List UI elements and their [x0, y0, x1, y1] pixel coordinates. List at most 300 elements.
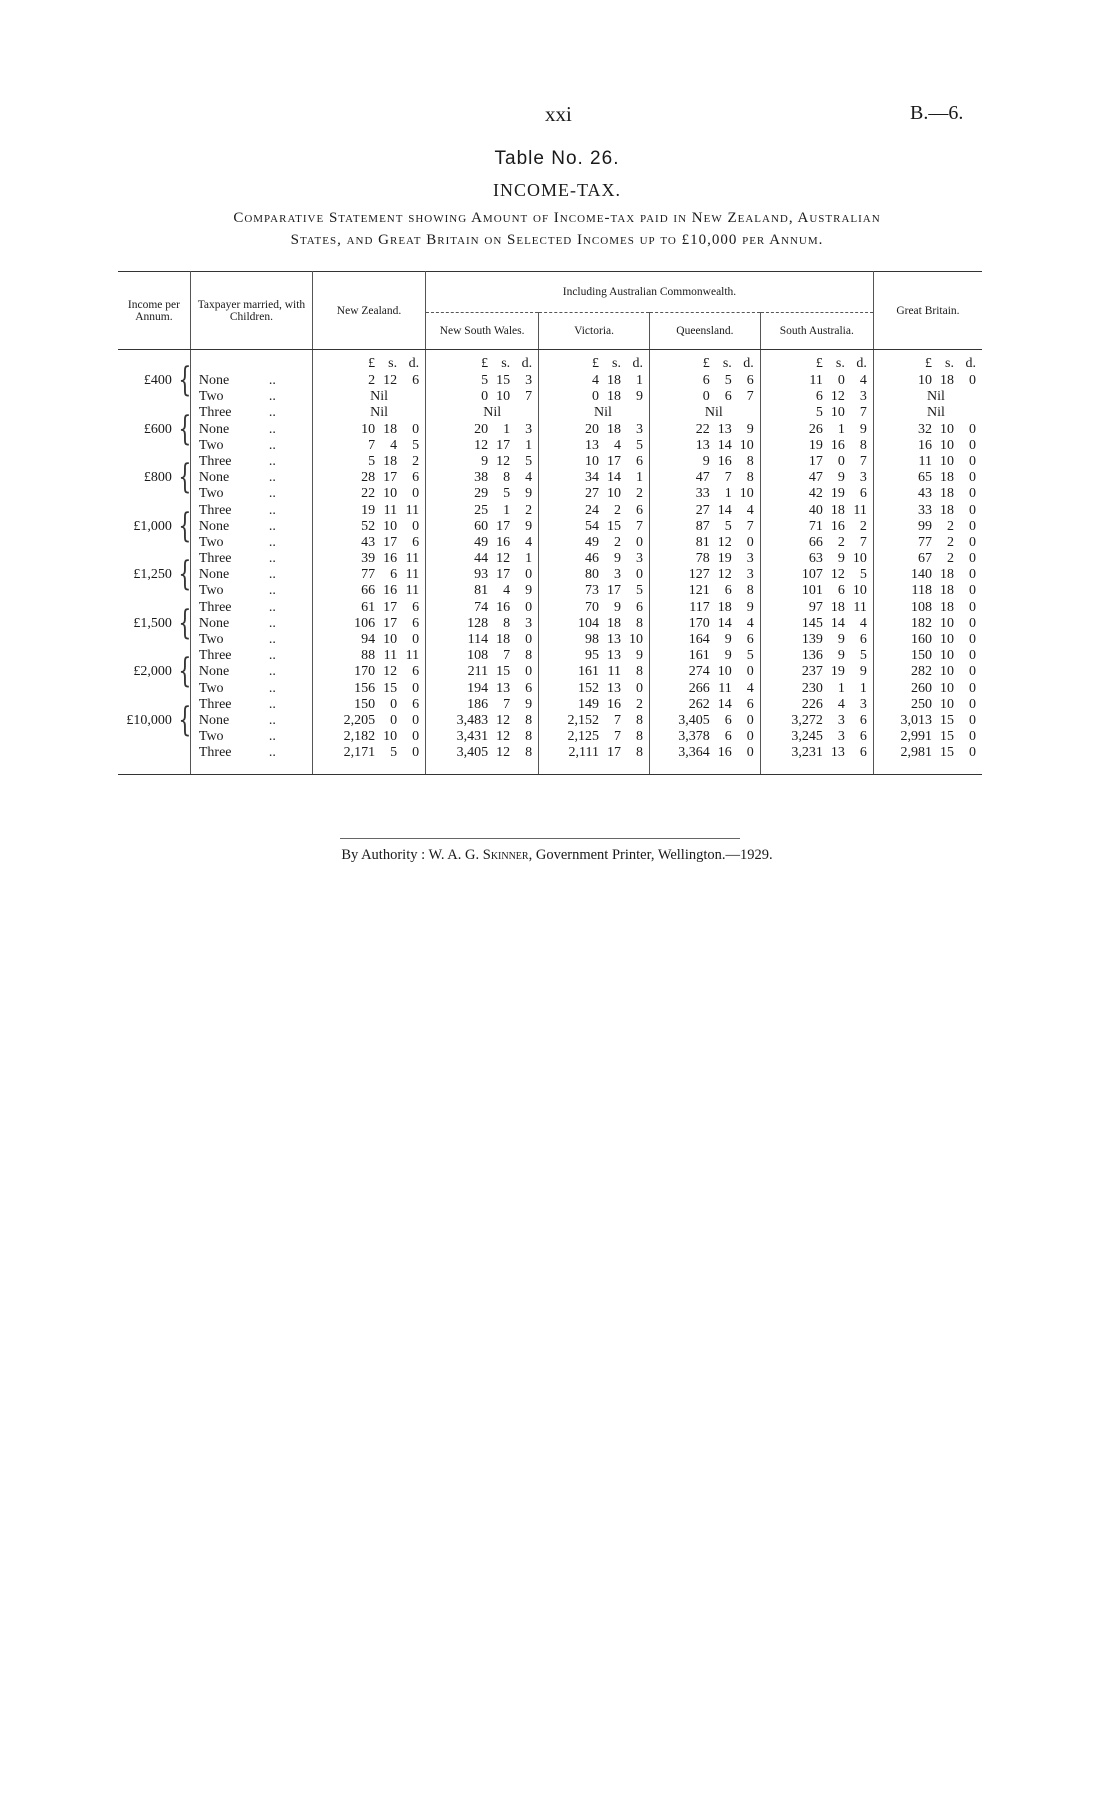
amount-shillings: 9 [613, 599, 621, 615]
amount-nsw [426, 470, 539, 486]
amount-pence: 5 [746, 648, 754, 664]
income-cell [118, 486, 190, 502]
amount-shillings: 10 [383, 632, 398, 647]
amount-nil: Nil [594, 405, 612, 421]
amount-vic [539, 713, 650, 729]
amount-shillings: 10 [940, 664, 954, 680]
income-cell [118, 651, 192, 692]
amount-vic [539, 405, 650, 421]
income-value: £1,000 [133, 518, 172, 534]
amount-nsw [426, 567, 539, 583]
amount-pence: 0 [969, 453, 976, 469]
amount-shillings: 14 [830, 615, 845, 631]
leader-dots: .. [268, 486, 276, 502]
amount-vic [539, 583, 650, 599]
income-cell [118, 360, 192, 400]
brace-icon: { [178, 651, 192, 692]
amount-vic [539, 616, 650, 632]
amount-pounds: 66 [808, 534, 823, 550]
amount-shillings: 17 [383, 615, 398, 631]
amount-sa [760, 535, 873, 551]
children-count: None [198, 470, 230, 486]
amount-pounds: 13 [695, 437, 710, 453]
amount-nz [313, 616, 426, 632]
amount-pounds: 170 [354, 664, 376, 680]
amount-vic [539, 503, 650, 519]
header-australian-group: Including Australian Commonwealth. [426, 272, 874, 313]
amount-vic [539, 454, 650, 470]
leader-dots: .. [268, 534, 276, 550]
footer-printer-name: Skinner [482, 847, 529, 863]
amount-pence: 7 [746, 389, 754, 405]
amount-pence: 6 [635, 453, 643, 469]
amount-pence: 3 [635, 551, 643, 567]
amount-vic [539, 632, 650, 648]
amount-gb [873, 422, 982, 438]
amount-pounds: 117 [689, 599, 710, 615]
amount-pence: 0 [969, 712, 976, 728]
amount-pounds: 27 [695, 502, 710, 518]
amount-shillings: 7 [503, 696, 511, 712]
amount-shillings: 4 [613, 437, 621, 453]
amount-pounds: 145 [801, 615, 823, 631]
children-count: Three [198, 405, 232, 421]
amount-vic [539, 551, 650, 567]
amount-shillings: 10 [940, 437, 954, 453]
amount-nsw [426, 422, 539, 438]
amount-shillings: 11 [718, 680, 732, 696]
page-number: xxi [545, 102, 572, 126]
amount-pence: 2 [412, 453, 420, 469]
amount-pence: 0 [969, 421, 976, 437]
amount-shillings: 14 [717, 502, 732, 518]
income-value: £1,500 [133, 615, 172, 631]
amount-pounds: 29 [474, 486, 489, 502]
amount-gb [873, 519, 982, 535]
amount-pounds: 5 [815, 405, 823, 421]
amount-pence: 4 [746, 502, 754, 518]
amount-shillings: 18 [383, 421, 398, 437]
amount-shillings: 12 [496, 551, 511, 567]
amount-pence: 5 [635, 583, 643, 599]
amount-shillings: 1 [837, 421, 845, 437]
amount-pounds: 3,483 [456, 712, 489, 728]
amount-pounds: 22 [695, 421, 710, 437]
amount-shillings: 2 [613, 502, 621, 518]
amount-pounds: 99 [918, 518, 932, 534]
children-cell [190, 454, 312, 470]
amount-nsw [426, 713, 539, 729]
page-reference: B.—6. [910, 102, 964, 124]
amount-qld [649, 454, 760, 470]
amount-shillings: 8 [503, 470, 511, 486]
amount-pence: 0 [746, 712, 754, 728]
amount-pence: 11 [405, 567, 420, 583]
amount-pounds: 128 [467, 615, 489, 631]
brace-icon: { [178, 360, 192, 400]
amount-sa [760, 470, 873, 486]
amount-shillings: 19 [830, 486, 845, 502]
amount-shillings: 17 [383, 534, 398, 550]
amount-pence: 0 [969, 551, 976, 567]
amount-nz [313, 648, 426, 664]
table-row [118, 551, 982, 567]
table-title: INCOME-TAX. [492, 180, 622, 200]
amount-pence: 0 [746, 745, 754, 761]
amount-pence: 0 [525, 567, 533, 583]
children-count: None [198, 567, 230, 583]
units-cell-qld [649, 350, 760, 374]
amount-pounds: 87 [695, 518, 710, 534]
amount-pounds: 0 [591, 389, 599, 405]
amount-pence: 8 [525, 729, 533, 745]
children-count: Two [198, 680, 224, 696]
amount-pounds: 12 [474, 437, 489, 453]
amount-pence: 6 [412, 615, 420, 631]
amount-shillings: 7 [613, 729, 621, 745]
children-count: Three [198, 745, 232, 761]
amount-pence: 7 [859, 453, 867, 469]
amount-shillings: 18 [606, 389, 621, 405]
income-tax-table [118, 271, 982, 775]
children-count: Three [198, 502, 232, 518]
amount-shillings: 9 [837, 551, 845, 567]
amount-pence: 4 [859, 615, 867, 631]
amount-shillings: 8 [503, 615, 511, 631]
amount-nsw [426, 697, 539, 713]
leader-dots: .. [268, 615, 276, 631]
amount-pounds: 73 [584, 583, 599, 599]
amount-pence: 2 [525, 502, 533, 518]
amount-nz [313, 535, 426, 551]
amount-vic [539, 486, 650, 502]
leader-dots: .. [268, 599, 276, 615]
amount-pence: 0 [969, 518, 976, 534]
children-count: None [198, 615, 230, 631]
amount-pounds: 0 [702, 389, 710, 405]
children-cell [190, 422, 312, 438]
children-count: None [198, 664, 230, 680]
amount-shillings: 18 [940, 373, 954, 388]
amount-pounds: 9 [702, 453, 710, 469]
amount-pence: 4 [525, 470, 533, 486]
income-cell [118, 681, 190, 697]
children-count: Three [198, 648, 232, 664]
amount-shillings: 5 [724, 373, 732, 388]
amount-sa [760, 664, 873, 680]
amount-pence: 0 [412, 680, 420, 696]
amount-shillings: 6 [724, 729, 732, 745]
amount-nsw [426, 438, 539, 454]
amount-gb [873, 389, 982, 405]
amount-pence: 9 [859, 664, 867, 680]
amount-pounds: 27 [584, 486, 599, 502]
amount-shillings: 6 [724, 389, 732, 405]
table-bottom-rule [118, 762, 982, 775]
income-value: £600 [143, 421, 172, 437]
amount-gb [873, 373, 982, 389]
table-row [118, 600, 982, 616]
amount-nz [313, 729, 426, 745]
amount-pence: 0 [412, 486, 420, 502]
amount-pounds: 226 [801, 696, 823, 712]
amount-pounds: 38 [474, 470, 489, 486]
amount-pounds: 26 [808, 421, 823, 437]
amount-pounds: 5 [368, 453, 376, 469]
amount-pounds: 46 [584, 551, 599, 567]
amount-pounds: 161 [688, 648, 710, 664]
table-body [118, 350, 982, 775]
amount-pence: 6 [746, 373, 754, 388]
amount-pence: 8 [746, 453, 754, 469]
children-cell [190, 681, 312, 697]
amount-vic [539, 729, 650, 745]
amount-shillings: 0 [390, 696, 398, 712]
leader-dots: .. [268, 664, 276, 680]
amount-pounds: 237 [801, 664, 823, 680]
amount-pounds: 77 [918, 534, 932, 550]
amount-qld [649, 632, 760, 648]
amount-shillings: 17 [606, 453, 621, 469]
amount-pence: 10 [628, 632, 643, 647]
amount-pounds: 2,981 [900, 745, 932, 761]
table-row [118, 583, 982, 599]
amount-gb [873, 713, 982, 729]
table-row [118, 729, 982, 745]
amount-pounds: 2 [368, 373, 376, 388]
table-row [118, 567, 982, 583]
amount-pence: 8 [525, 648, 533, 664]
amount-shillings: 15 [496, 373, 511, 388]
amount-gb [873, 567, 982, 583]
amount-shillings: 6 [837, 583, 845, 599]
amount-shillings: 17 [606, 583, 621, 599]
amount-nsw [426, 535, 539, 551]
amount-shillings: 10 [383, 486, 398, 502]
amount-shillings: 14 [717, 615, 732, 631]
amount-pounds: 52 [361, 518, 376, 534]
amount-gb [873, 632, 982, 648]
amount-pence: 8 [859, 437, 867, 453]
unit-pence: d. [743, 356, 754, 372]
children-cell [190, 729, 312, 745]
amount-shillings: 10 [940, 696, 954, 712]
amount-pence: 0 [969, 567, 976, 583]
amount-pence: 11 [405, 648, 420, 664]
unit-pounds: £ [815, 356, 823, 372]
table-row [118, 697, 982, 713]
amount-pounds: 11 [918, 453, 932, 469]
amount-pence: 3 [525, 373, 533, 388]
amount-sa [760, 616, 873, 632]
header-victoria: Victoria. [539, 313, 650, 350]
unit-shillings: s. [945, 356, 954, 372]
amount-pounds: 164 [688, 632, 710, 647]
leader-dots: .. [268, 437, 276, 453]
amount-shillings: 19 [830, 664, 845, 680]
amount-pence: 2 [635, 696, 643, 712]
amount-nz [313, 503, 426, 519]
amount-gb [873, 405, 982, 421]
amount-shillings: 1 [503, 502, 511, 518]
amount-pounds: 93 [474, 567, 489, 583]
amount-shillings: 0 [390, 712, 398, 728]
table-row [118, 405, 982, 421]
amount-pounds: 60 [474, 518, 489, 534]
leader-dots: .. [268, 729, 276, 745]
amount-pounds: 49 [474, 534, 489, 550]
spacer-cell [760, 762, 873, 775]
amount-shillings: 12 [496, 729, 511, 745]
amount-pounds: 3,431 [456, 729, 489, 745]
amount-pounds: 65 [918, 470, 932, 486]
table-row [118, 664, 982, 680]
amount-pounds: 3,405 [678, 712, 710, 728]
amount-shillings: 10 [383, 729, 398, 745]
amount-shillings: 9 [837, 632, 845, 647]
amount-shillings: 18 [606, 421, 621, 437]
amount-shillings: 16 [717, 453, 732, 469]
amount-shillings: 2 [613, 534, 621, 550]
amount-pounds: 2,991 [900, 729, 932, 745]
children-count: Three [198, 453, 232, 469]
amount-pence: 9 [635, 389, 643, 405]
amount-shillings: 13 [496, 680, 511, 696]
amount-shillings: 10 [940, 453, 954, 469]
amount-shillings: 16 [830, 437, 845, 453]
children-count: None [198, 712, 230, 728]
amount-pounds: 260 [911, 680, 932, 696]
amount-pence: 0 [969, 680, 976, 696]
amount-pence: 7 [859, 405, 867, 421]
amount-qld [649, 616, 760, 632]
amount-vic [539, 648, 650, 664]
amount-shillings: 12 [830, 567, 845, 583]
amount-pounds: 6 [815, 389, 823, 405]
amount-shillings: 14 [606, 470, 621, 486]
amount-pence: 1 [525, 437, 533, 453]
leader-dots: .. [268, 583, 276, 599]
amount-vic [539, 535, 650, 551]
amount-shillings: 10 [606, 486, 621, 502]
amount-shillings: 14 [717, 437, 732, 453]
amount-pence: 0 [412, 745, 420, 761]
amount-pence: 0 [525, 632, 533, 647]
amount-pence: 3 [859, 696, 867, 712]
amount-shillings: 16 [496, 534, 511, 550]
header-taxpayer: Taxpayer married, with Children. [190, 272, 312, 350]
amount-nz [313, 713, 426, 729]
amount-gb [873, 681, 982, 697]
children-count: Two [198, 583, 224, 599]
amount-nz [313, 681, 426, 697]
leader-dots: .. [268, 632, 276, 647]
table-row [118, 438, 982, 454]
amount-nil: Nil [370, 389, 389, 405]
amount-qld [649, 567, 760, 583]
spacer-cell [649, 762, 760, 775]
amount-pence: 10 [739, 486, 754, 502]
amount-shillings: 3 [837, 729, 845, 745]
amount-shillings: 16 [383, 551, 398, 567]
amount-pounds: 108 [911, 599, 932, 615]
amount-shillings: 17 [383, 470, 398, 486]
amount-pounds: 19 [808, 437, 823, 453]
amount-pence: 0 [969, 632, 976, 647]
amount-pounds: 186 [467, 696, 489, 712]
amount-sa [760, 681, 873, 697]
amount-pounds: 61 [361, 599, 376, 615]
amount-pounds: 3,364 [678, 745, 710, 761]
income-cell [118, 602, 192, 643]
amount-vic [539, 389, 650, 405]
amount-pence: 0 [969, 486, 976, 502]
amount-pence: 1 [635, 373, 643, 388]
amount-nsw [426, 616, 539, 632]
amount-pounds: 2,152 [567, 712, 599, 728]
amount-pounds: 17 [808, 453, 823, 469]
leader-dots: .. [268, 502, 276, 518]
amount-shillings: 10 [496, 389, 511, 405]
amount-qld [649, 681, 760, 697]
header-queensland: Queensland. [649, 313, 760, 350]
amount-vic [539, 600, 650, 616]
amount-pence: 5 [859, 648, 867, 664]
amount-pounds: 6 [702, 373, 710, 388]
amount-sa [760, 422, 873, 438]
amount-gb [873, 503, 982, 519]
amount-nsw [426, 583, 539, 599]
children-count: None [198, 373, 230, 388]
footer-imprint [0, 847, 1114, 864]
amount-nsw [426, 405, 539, 421]
amount-pounds: 77 [361, 567, 376, 583]
amount-pence: 4 [525, 534, 533, 550]
amount-qld [649, 519, 760, 535]
amount-qld [649, 535, 760, 551]
leader-dots: .. [268, 421, 276, 437]
amount-pence: 6 [412, 534, 420, 550]
amount-shillings: 12 [383, 373, 398, 388]
income-cell [118, 505, 192, 546]
amount-qld [649, 486, 760, 502]
amount-shillings: 15 [940, 712, 954, 728]
amount-pence: 0 [969, 470, 976, 486]
amount-pence: 6 [859, 632, 867, 647]
amount-shillings: 1 [724, 486, 732, 502]
amount-vic [539, 681, 650, 697]
brace-icon: { [178, 457, 192, 498]
amount-shillings: 18 [383, 453, 398, 469]
amount-pounds: 274 [688, 664, 710, 680]
amount-pounds: 106 [354, 615, 376, 631]
units-row [118, 350, 982, 374]
amount-sa [760, 648, 873, 664]
amount-pounds: 140 [911, 567, 932, 583]
amount-qld [649, 470, 760, 486]
amount-gb [873, 664, 982, 680]
spacer-cell [313, 762, 426, 775]
amount-pounds: 250 [911, 696, 932, 712]
amount-pence: 0 [969, 502, 976, 518]
amount-shillings: 9 [724, 648, 732, 664]
amount-pounds: 107 [801, 567, 823, 583]
amount-nsw [426, 648, 539, 664]
leader-dots: .. [268, 470, 276, 486]
amount-vic [539, 470, 650, 486]
amount-pounds: 80 [584, 567, 599, 583]
amount-pounds: 2,182 [343, 729, 376, 745]
